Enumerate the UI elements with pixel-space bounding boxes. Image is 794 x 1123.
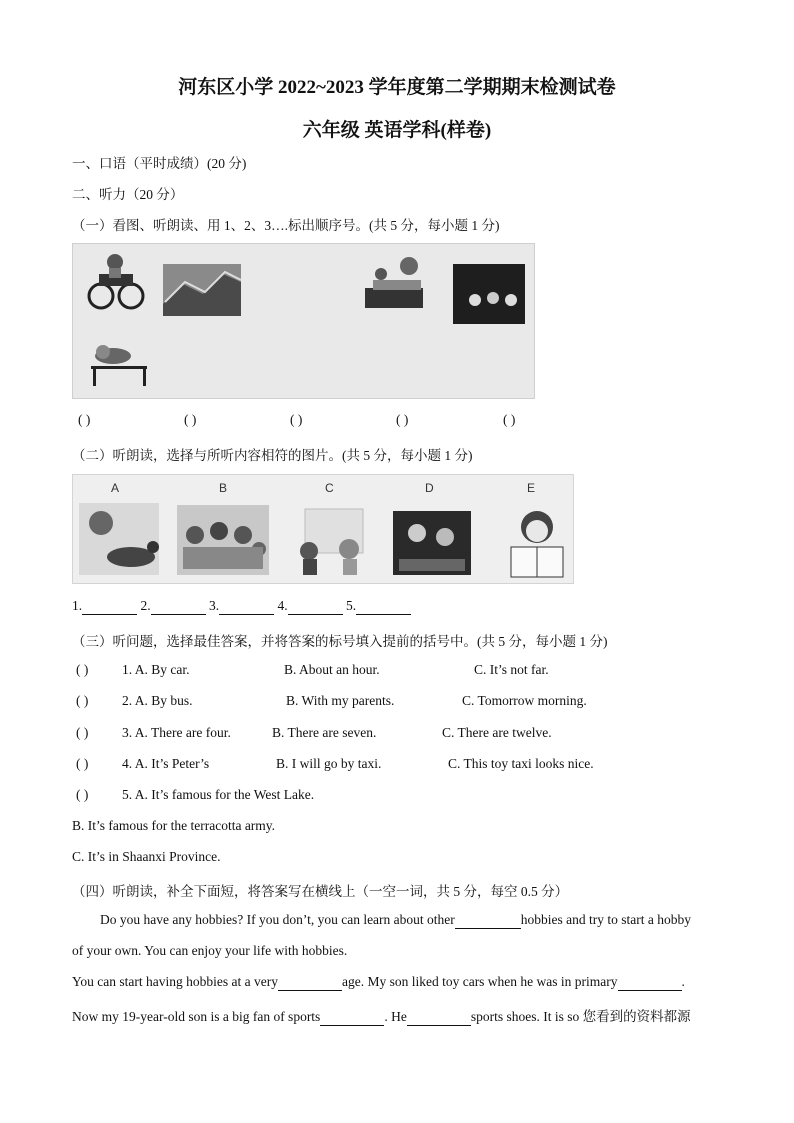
part2-answer-3-blank[interactable] [219,598,274,615]
great-wall-image [163,264,241,316]
puppet-show-image [453,264,525,324]
q3-option-b: B. There are seven. [272,725,377,740]
part1-answer-3[interactable]: ( ) [290,412,303,427]
part1-instruction: （一）看图、听朗读、用 1、2、3….标出顺序号。(共 5 分，每小题 1 分) [72,218,500,233]
picture-label-b: B [219,481,228,495]
part2-answer-1-label: 1. [72,598,83,613]
q3-option-c: C. There are twelve. [442,725,552,740]
passage-text-3b: age. My son liked toy cars when he was in primary [341,974,618,989]
picture-label-c: C [325,481,334,495]
q2-option-c: C. Tomorrow morning. [462,693,587,708]
q2-option-b: B. With my parents. [286,693,395,708]
blank-2[interactable] [278,974,342,991]
part2-picture-strip [72,474,574,584]
q5-option-a: 5. A. It’s famous for the West Lake. [122,787,315,802]
passage-text-4b: . He [384,1009,407,1024]
crowd-party-image [177,505,269,575]
motorbike-boy-image [89,254,143,308]
q2-option-a: 2. A. By bus. [122,693,193,708]
blank-1[interactable] [455,912,521,929]
picture-label-a: A [111,481,120,495]
blank-3[interactable] [618,974,682,991]
passage-line-3 [72,974,685,991]
q1-answer-paren[interactable]: ( ) [76,662,89,677]
blank-5[interactable] [407,1009,471,1026]
q3-answer-paren[interactable]: ( ) [76,725,89,740]
q5-option-c: C. It’s in Shaanxi Province. [72,849,221,864]
part4-instruction: （四）听朗读，补全下面短，将答案写在横线上（一空一词，共 5 分，每空 0.5 分） [72,884,569,899]
passage-text-1b: hobbies and try to start a hobby [520,912,692,927]
stage-performance-image [393,511,471,575]
q5-answer-paren[interactable]: ( ) [76,787,89,802]
q3-option-a: 3. A. There are four. [122,725,231,740]
page-subtitle: 六年级 英语学科(样卷) [302,120,492,141]
passage-line-1 [100,912,691,929]
q5-option-b: B. It’s famous for the terracotta army. [72,818,276,833]
page-title: 河东区小学 2022~2023 学年度第二学期期末检测试卷 [178,77,616,98]
passage-line-4 [72,1005,691,1026]
part2-answer-row [72,598,411,615]
q1-option-b: B. About an hour. [284,662,380,677]
section-listening-heading: 二、听力（20 分） [72,187,184,202]
passage-text-4a: Now my 19-year-old son is a big fan of sports [72,1009,321,1024]
passage-text-1a: Do you have any hobbies? If you don’t, you can learn about other [100,912,455,927]
passage-text-4c: sports shoes. It is so [470,1009,580,1024]
part2-illustrations [73,475,573,583]
hurdle-boy-image [91,345,147,386]
part2-answer-2-label: 2. [140,598,151,613]
picture-label-d: D [425,481,434,495]
part3-instruction: （三）听问题，选择最佳答案，并将答案的标号填入提前的括号中。(共 5 分，每小题 1 分) [72,634,608,649]
passage-text-3a: You can start having hobbies at a very [72,974,278,989]
part2-answer-5-blank[interactable] [356,598,411,615]
q1-option-c: C. It’s not far. [474,662,549,677]
section-oral-heading: 一、口语（平时成绩）(20 分) [72,156,247,171]
q1-option-a: 1. A. By car. [122,662,190,677]
part2-answer-4-label: 4. [277,598,288,613]
q2-answer-paren[interactable]: ( ) [76,693,89,708]
two-children-image [300,509,363,575]
girl-reading-image [511,511,563,577]
part2-answer-2-blank[interactable] [151,598,206,615]
bed-boy-image [365,257,423,308]
part2-answer-3-label: 3. [209,598,220,613]
q4-answer-paren[interactable]: ( ) [76,756,89,771]
part2-answer-4-blank[interactable] [288,598,343,615]
part2-answer-5-label: 5. [346,598,357,613]
q4-option-b: B. I will go by taxi. [276,756,382,771]
part1-answer-1[interactable]: ( ) [78,412,91,427]
part1-illustrations [73,244,534,398]
picture-label-e: E [527,481,536,495]
part1-picture-strip [72,243,535,399]
part1-answer-4[interactable]: ( ) [396,412,409,427]
q4-option-c: C. This toy taxi looks nice. [448,756,594,771]
passage-text-4d: 您看到的资料都源 [582,1009,691,1024]
beach-sunset-image [79,503,159,575]
part1-answer-5[interactable]: ( ) [503,412,516,427]
part2-instruction: （二）听朗读，选择与所听内容相符的图片。(共 5 分，每小题 1 分) [72,448,473,463]
blank-4[interactable] [320,1009,384,1026]
part1-answer-2[interactable]: ( ) [184,412,197,427]
passage-text-3c: . [681,974,685,989]
passage-line-2: of your own. You can enjoy your life with hobbies. [72,943,348,958]
q4-option-a: 4. A. It’s Peter’s [122,756,210,771]
part2-answer-1-blank[interactable] [82,598,137,615]
